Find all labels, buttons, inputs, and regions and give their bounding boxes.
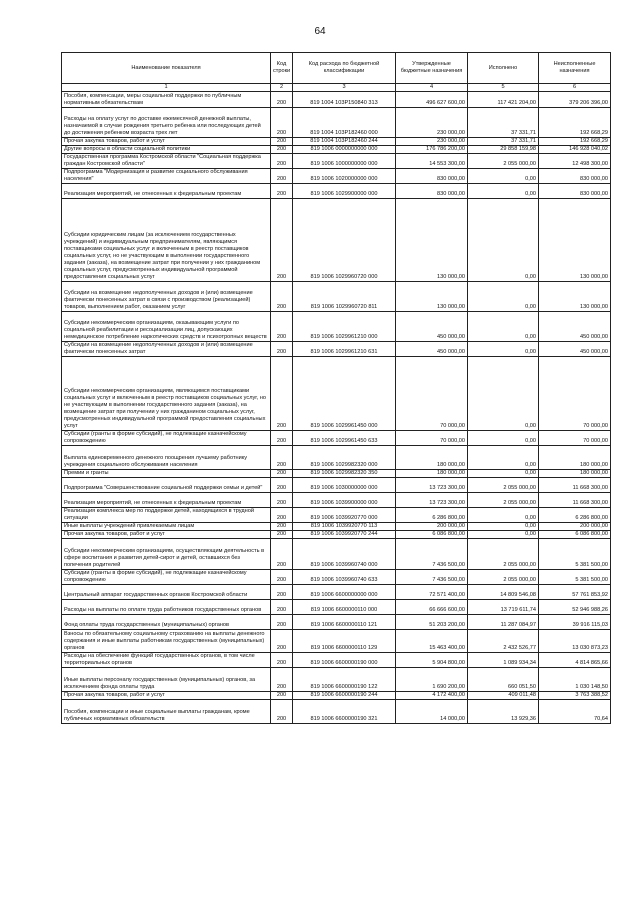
row-executed: 0,00: [468, 470, 539, 478]
table-row: [62, 108, 611, 138]
row-approved: 15 463 400,00: [396, 630, 468, 653]
row-name: Реализация мероприятий, не отнесенных к федеральным проектам: [62, 184, 271, 199]
row-unexecuted: 830 000,00: [539, 184, 611, 199]
row-approved: 14 000,00: [396, 700, 468, 724]
row-name: Центральный аппарат государственных органов Костромской области: [62, 585, 271, 600]
row-line-code: 200: [271, 184, 293, 199]
row-executed: 0,00: [468, 312, 539, 342]
row-line-code: 200: [271, 692, 293, 700]
table-row: [62, 470, 611, 478]
row-unexecuted: 4 814 865,66: [539, 653, 611, 668]
header-executed: Исполнено: [468, 53, 539, 84]
row-budget-code: 819 1006 6600000110 000: [293, 600, 396, 615]
row-budget-code: 819 1006 1029961450 633: [293, 431, 396, 446]
row-name: Реализация комплекса мер по поддержке детей, находящихся в трудной ситуации: [62, 508, 271, 523]
row-name: Прочая закупка товаров, работ и услуг: [62, 531, 271, 539]
row-name: Субсидии (гранты в форме субсидий), не подлежащие казначейскому сопровождению: [62, 570, 271, 585]
row-unexecuted: 52 946 988,26: [539, 600, 611, 615]
row-name: Иные выплаты персоналу государственных (муниципальных) органов, за исключением фонда оплаты труда: [62, 668, 271, 692]
table-row: [62, 146, 611, 154]
row-line-code: 200: [271, 138, 293, 146]
row-approved: 130 000,00: [396, 282, 468, 312]
row-unexecuted: 450 000,00: [539, 342, 611, 357]
row-approved: 6 286 800,00: [396, 508, 468, 523]
row-unexecuted: 192 668,29: [539, 138, 611, 146]
row-executed: 1 089 934,34: [468, 653, 539, 668]
row-executed: 13 929,36: [468, 700, 539, 724]
row-executed: 660 051,50: [468, 668, 539, 692]
row-line-code: 200: [271, 146, 293, 154]
row-executed: 409 011,48: [468, 692, 539, 700]
row-line-code: 200: [271, 493, 293, 508]
row-unexecuted: 146 928 040,02: [539, 146, 611, 154]
row-executed: 2 432 526,77: [468, 630, 539, 653]
row-name: Субсидии некоммерческим организациям, оказывающим услуги по социальной реабилитации и ресоциализации лиц, допускающих немедицинское потребление наркотических средств и психотропных веществ: [62, 312, 271, 342]
row-unexecuted: 5 381 500,00: [539, 539, 611, 570]
row-unexecuted: 3 763 388,52: [539, 692, 611, 700]
row-name: Государственная программа Костромской области "Социальная поддержка граждан Костромской области": [62, 154, 271, 169]
table-row: [62, 312, 611, 342]
row-budget-code: 819 1006 1039900000 000: [293, 493, 396, 508]
row-line-code: 200: [271, 342, 293, 357]
row-approved: 13 723 300,00: [396, 493, 468, 508]
row-budget-code: 819 1006 1039920770 000: [293, 508, 396, 523]
row-unexecuted: 39 916 115,03: [539, 615, 611, 630]
row-unexecuted: 11 668 300,00: [539, 493, 611, 508]
row-unexecuted: 57 761 853,92: [539, 585, 611, 600]
row-approved: 1 690 200,00: [396, 668, 468, 692]
row-budget-code: 819 1006 1029961210 000: [293, 312, 396, 342]
row-unexecuted: 450 000,00: [539, 312, 611, 342]
row-budget-code: 819 1006 6600000190 321: [293, 700, 396, 724]
row-line-code: 200: [271, 523, 293, 531]
row-unexecuted: 6 286 800,00: [539, 508, 611, 523]
table-row: [62, 600, 611, 615]
row-budget-code: 819 1006 6600000190 122: [293, 668, 396, 692]
row-approved: 7 436 500,00: [396, 539, 468, 570]
row-line-code: 200: [271, 668, 293, 692]
row-name: Фонд оплаты труда государственных (муниципальных) органов: [62, 615, 271, 630]
row-name: Взносы по обязательному социальному страхованию на выплаты денежного содержания и иные выплаты работникам государственных (муниципальных) органов: [62, 630, 271, 653]
row-executed: 14 809 546,08: [468, 585, 539, 600]
row-line-code: 200: [271, 169, 293, 184]
row-line-code: 200: [271, 154, 293, 169]
row-budget-code: 819 1006 1039920770 244: [293, 531, 396, 539]
row-executed: 11 287 084,97: [468, 615, 539, 630]
row-executed: 2 055 000,00: [468, 493, 539, 508]
table-row: [62, 342, 611, 357]
row-line-code: 200: [271, 92, 293, 108]
budget-execution-table: [61, 52, 611, 724]
row-approved: 180 000,00: [396, 446, 468, 470]
row-line-code: 200: [271, 312, 293, 342]
row-line-code: 200: [271, 470, 293, 478]
row-budget-code: 819 1006 1039920770 113: [293, 523, 396, 531]
row-name: Иные выплаты учреждений привлекаемым лицам: [62, 523, 271, 531]
row-name: Другие вопросы в области социальной политики: [62, 146, 271, 154]
table-row: [62, 169, 611, 184]
table-header-row: [62, 53, 611, 84]
row-budget-code: 819 1006 1029900000 000: [293, 184, 396, 199]
table-row: [62, 630, 611, 653]
table-row: [62, 615, 611, 630]
header-approved: Утвержденные бюджетные назначения: [396, 53, 468, 84]
table-row: [62, 138, 611, 146]
row-line-code: 200: [271, 478, 293, 493]
row-approved: 180 000,00: [396, 470, 468, 478]
row-name: Расходы на выплаты по оплате труда работников государственных органов: [62, 600, 271, 615]
row-budget-code: 819 1006 1039960740 633: [293, 570, 396, 585]
row-budget-code: 819 1006 6600000190 244: [293, 692, 396, 700]
row-approved: 5 904 800,00: [396, 653, 468, 668]
table-row: [62, 431, 611, 446]
row-name: Прочая закупка товаров, работ и услуг: [62, 138, 271, 146]
row-budget-code: 819 1006 6600000110 129: [293, 630, 396, 653]
row-line-code: 200: [271, 108, 293, 138]
table-row: [62, 92, 611, 108]
row-name: Прочая закупка товаров, работ и услуг: [62, 692, 271, 700]
table-row: [62, 199, 611, 282]
row-name: Пособия, компенсации, меры социальной поддержки по публичным нормативным обязательствам: [62, 92, 271, 108]
table-body: [62, 92, 611, 724]
row-approved: 72 571 400,00: [396, 585, 468, 600]
row-line-code: 200: [271, 508, 293, 523]
row-budget-code: 819 1004 103P150840 313: [293, 92, 396, 108]
row-executed: 2 055 000,00: [468, 539, 539, 570]
table-row: [62, 184, 611, 199]
row-unexecuted: 200 000,00: [539, 523, 611, 531]
row-executed: 2 055 000,00: [468, 478, 539, 493]
row-unexecuted: 12 498 300,00: [539, 154, 611, 169]
row-budget-code: 819 1006 1029960720 811: [293, 282, 396, 312]
row-line-code: 200: [271, 615, 293, 630]
row-executed: 29 858 159,98: [468, 146, 539, 154]
row-budget-code: 819 1006 1029982320 350: [293, 470, 396, 478]
row-name: Субсидии некоммерческим организациям, осуществляющим деятельность в сфере воспитания и развития детей-сирот и детей, оставшихся без попечения родителей: [62, 539, 271, 570]
row-unexecuted: 11 668 300,00: [539, 478, 611, 493]
row-approved: 70 000,00: [396, 431, 468, 446]
row-executed: 0,00: [468, 431, 539, 446]
header-budget-code: Код расхода по бюджетной классификации: [293, 53, 396, 84]
column-number-row: [62, 84, 611, 92]
row-budget-code: 819 1006 0000000000 000: [293, 146, 396, 154]
row-approved: 230 000,00: [396, 138, 468, 146]
row-line-code: 200: [271, 630, 293, 653]
row-approved: 66 666 600,00: [396, 600, 468, 615]
table-row: [62, 700, 611, 724]
row-line-code: 200: [271, 600, 293, 615]
row-line-code: 200: [271, 431, 293, 446]
table-row: [62, 585, 611, 600]
row-budget-code: 819 1006 1029961450 000: [293, 357, 396, 431]
row-budget-code: 819 1006 1030000000 000: [293, 478, 396, 493]
row-name: Выплата единовременного денежного поощрения лучшему работнику учреждения социального обслуживания населения: [62, 446, 271, 470]
row-line-code: 200: [271, 653, 293, 668]
row-executed: 2 055 000,00: [468, 154, 539, 169]
row-line-code: 200: [271, 539, 293, 570]
row-executed: 117 421 204,00: [468, 92, 539, 108]
row-line-code: 200: [271, 282, 293, 312]
row-unexecuted: 70,64: [539, 700, 611, 724]
row-unexecuted: 180 000,00: [539, 446, 611, 470]
row-approved: 200 000,00: [396, 523, 468, 531]
row-approved: 450 000,00: [396, 312, 468, 342]
row-executed: 0,00: [468, 169, 539, 184]
table-row: [62, 478, 611, 493]
row-name: Расходы на обеспечение функций государственных органов, в том числе территориальных органов: [62, 653, 271, 668]
row-unexecuted: 830 000,00: [539, 169, 611, 184]
row-unexecuted: 130 000,00: [539, 282, 611, 312]
row-name: Пособия, компенсации и иные социальные выплаты гражданам, кроме публичных нормативных обязательств: [62, 700, 271, 724]
row-unexecuted: 5 381 500,00: [539, 570, 611, 585]
row-executed: 0,00: [468, 446, 539, 470]
table-row: [62, 539, 611, 570]
row-unexecuted: 180 000,00: [539, 470, 611, 478]
table-row: [62, 653, 611, 668]
table-row: [62, 154, 611, 169]
row-unexecuted: 70 000,00: [539, 431, 611, 446]
table-row: [62, 531, 611, 539]
row-executed: 0,00: [468, 357, 539, 431]
row-budget-code: 819 1006 1000000000 000: [293, 154, 396, 169]
row-name: Субсидии (гранты в форме субсидий), не подлежащие казначейскому сопровождению: [62, 431, 271, 446]
row-name: Подпрограмма "Модернизация и развитие социального обслуживания населения": [62, 169, 271, 184]
row-unexecuted: 70 000,00: [539, 357, 611, 431]
row-name: Реализация мероприятий, не отнесенных к федеральным проектам: [62, 493, 271, 508]
row-unexecuted: 192 668,29: [539, 108, 611, 138]
row-approved: 6 086 800,00: [396, 531, 468, 539]
row-unexecuted: 6 086 800,00: [539, 531, 611, 539]
row-unexecuted: 130 000,00: [539, 199, 611, 282]
row-budget-code: 819 1004 103P182460 000: [293, 108, 396, 138]
row-approved: 176 786 200,00: [396, 146, 468, 154]
row-executed: 37 331,71: [468, 108, 539, 138]
row-budget-code: 819 1006 1029960720 000: [293, 199, 396, 282]
row-line-code: 200: [271, 570, 293, 585]
row-line-code: 200: [271, 700, 293, 724]
row-approved: 496 627 600,00: [396, 92, 468, 108]
row-unexecuted: 13 030 873,23: [539, 630, 611, 653]
row-budget-code: 819 1006 1039960740 000: [293, 539, 396, 570]
row-name: Расходы на оплату услуг по доставке ежемесячной денежной выплаты, назначаемой в случае рождения третьего ребенка или последующих детей до достижения ребенком возраста трех лет: [62, 108, 271, 138]
row-executed: 0,00: [468, 531, 539, 539]
row-budget-code: 819 1006 6600000190 000: [293, 653, 396, 668]
row-executed: 0,00: [468, 508, 539, 523]
header-line-code: Код строки: [271, 53, 293, 84]
row-budget-code: 819 1006 6600000110 121: [293, 615, 396, 630]
row-name: Субсидии на возмещение недополученных доходов и (или) возмещение фактически понесенных затрат: [62, 342, 271, 357]
row-executed: 0,00: [468, 523, 539, 531]
table-row: [62, 692, 611, 700]
row-line-code: 200: [271, 531, 293, 539]
row-approved: 450 000,00: [396, 342, 468, 357]
table-row: [62, 446, 611, 470]
row-executed: 0,00: [468, 184, 539, 199]
table-row: [62, 357, 611, 431]
header-unexecuted: Неисполненные назначения: [539, 53, 611, 84]
row-approved: 7 436 500,00: [396, 570, 468, 585]
row-approved: 14 553 300,00: [396, 154, 468, 169]
row-budget-code: 819 1006 1029961210 631: [293, 342, 396, 357]
table-row: [62, 282, 611, 312]
row-approved: 830 000,00: [396, 184, 468, 199]
column-number: 1: [62, 84, 271, 92]
table-row: [62, 493, 611, 508]
row-approved: 70 000,00: [396, 357, 468, 431]
row-budget-code: 819 1006 1020000000 000: [293, 169, 396, 184]
row-approved: 130 000,00: [396, 199, 468, 282]
page-number: 64: [314, 26, 326, 37]
row-approved: 13 723 300,00: [396, 478, 468, 493]
column-number: 2: [271, 84, 293, 92]
row-line-code: 200: [271, 585, 293, 600]
row-executed: 13 719 611,74: [468, 600, 539, 615]
column-number: 3: [293, 84, 396, 92]
row-name: Премии и гранты: [62, 470, 271, 478]
row-line-code: 200: [271, 357, 293, 431]
column-number: 6: [539, 84, 611, 92]
row-approved: 230 000,00: [396, 108, 468, 138]
row-budget-code: 819 1006 6600000000 000: [293, 585, 396, 600]
header-name: Наименование показателя: [62, 53, 271, 84]
row-unexecuted: 1 030 148,50: [539, 668, 611, 692]
row-budget-code: 819 1004 103P182460 244: [293, 138, 396, 146]
column-number: 4: [396, 84, 468, 92]
row-approved: 4 172 400,00: [396, 692, 468, 700]
row-name: Субсидии юридическим лицам (за исключением государственных учреждений) и индивидуальным предпринимателям, являющимся поставщиками социальных услуг и включенным в реестр поставщиков социальных услуг, но не участвующим в выполнении государственного задания (заказа), на возмещение затрат при получении у них гражданином социальных услуг, предусмотренных индивидуальной программой предоставления социальных услуг: [62, 199, 271, 282]
row-name: Субсидии некоммерческим организациям, являющимся поставщиками социальных услуг и включенным в реестр поставщиков социальных услуг, но не участвующим в выполнении государственного задания (заказа), на возмещение затрат при получении у них гражданином социальных услуг, предусмотренных индивидуальной программой предоставления социальных услуг: [62, 357, 271, 431]
row-executed: 0,00: [468, 342, 539, 357]
table-row: [62, 508, 611, 523]
row-name: Субсидии на возмещение недополученных доходов и (или) возмещение фактически понесенных затрат в связи с производством (реализацией) товаров, выполнением работ, оказанием услуг: [62, 282, 271, 312]
table-row: [62, 570, 611, 585]
row-executed: 0,00: [468, 282, 539, 312]
row-name: Подпрограмма "Совершенствование социальной поддержки семьи и детей": [62, 478, 271, 493]
row-approved: 51 203 200,00: [396, 615, 468, 630]
row-executed: 2 055 000,00: [468, 570, 539, 585]
row-approved: 830 000,00: [396, 169, 468, 184]
row-budget-code: 819 1006 1029982320 000: [293, 446, 396, 470]
row-executed: 37 331,71: [468, 138, 539, 146]
row-unexecuted: 379 206 396,00: [539, 92, 611, 108]
table-row: [62, 668, 611, 692]
row-executed: 0,00: [468, 199, 539, 282]
table-row: [62, 523, 611, 531]
row-line-code: 200: [271, 446, 293, 470]
column-number: 5: [468, 84, 539, 92]
row-line-code: 200: [271, 199, 293, 282]
